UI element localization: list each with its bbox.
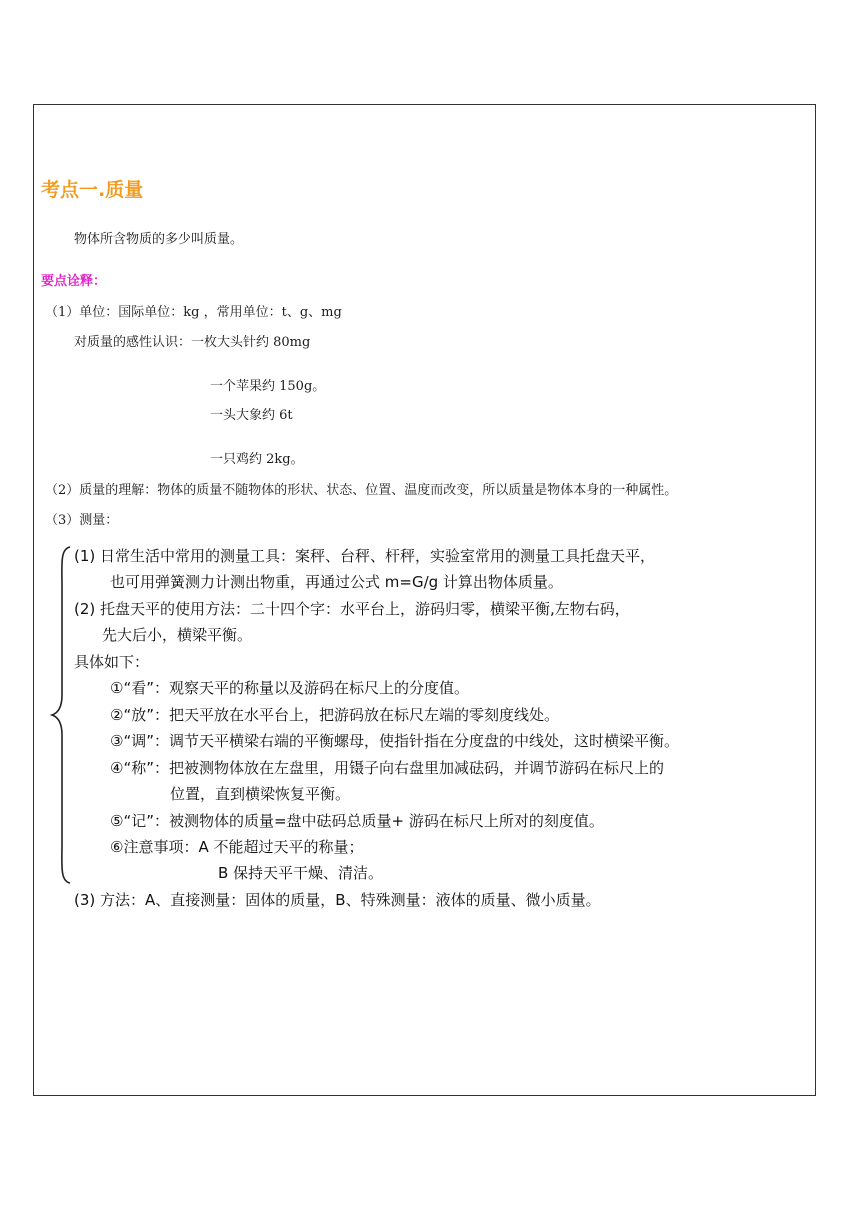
measure-label: （3）测量： xyxy=(45,513,119,528)
definition-text: 物体所含物质的多少叫质量。 xyxy=(74,232,244,247)
step-notes: ⑥注意事项：A 不能超过天平的称量； xyxy=(110,838,364,856)
step-record: ⑤“记”：被测物体的质量=盘中砝码总质量+ 游码在标尺上所对的刻度值。 xyxy=(110,812,604,830)
boxed-line: 也可用弹簧测力计测出物重，再通过公式 m=G/g 计算出物体质量。 xyxy=(110,573,563,591)
section-title: 考点一.质量 xyxy=(41,179,144,201)
step-look: ①“看”：观察天平的称量以及游码在标尺上的分度值。 xyxy=(110,679,469,697)
step-weigh: ④“称”：把被测物体放在左盘里，用镊子向右盘里加减砝码，并调节游码在标尺上的 xyxy=(110,759,664,777)
boxed-line: (1) 日常生活中常用的测量工具：案秤、台秤、杆秤，实验室常用的测量工具托盘天平， xyxy=(74,547,656,565)
boxed-line: (2) 托盘天平的使用方法：二十四个字：水平台上，游码归零，横梁平衡,左物右码， xyxy=(74,600,630,618)
step-weigh-cont: 位置，直到横梁恢复平衡。 xyxy=(170,785,351,803)
boxed-line: 具体如下： xyxy=(74,653,150,671)
perception-intro: 对质量的感性认识：一枚大头针约 80mg xyxy=(74,335,311,350)
key-points-label: 要点诠释： xyxy=(41,274,107,289)
perception-item: 一头大象约 6t xyxy=(210,408,293,423)
perception-item: 一个苹果约 150g。 xyxy=(210,379,326,394)
step-notes-cont: B 保持天平干燥、清洁。 xyxy=(218,864,384,882)
understanding-line: （2）质量的理解：物体的质量不随物体的形状、状态、位置、温度而改变，所以质量是物体本身的一种属性。 xyxy=(45,483,678,498)
unit-line: （1）单位：国际单位：kg ，常用单位：t、g、mg xyxy=(45,305,342,320)
left-brace-icon xyxy=(50,545,74,885)
perception-item: 一只鸡约 2kg。 xyxy=(210,452,304,467)
boxed-line: 先大后小，横梁平衡。 xyxy=(102,626,253,644)
boxed-line: (3) 方法：A、直接测量：固体的质量，B、特殊测量：液体的质量、微小质量。 xyxy=(74,891,601,909)
step-place: ②“放”：把天平放在水平台上，把游码放在标尺左端的零刻度线处。 xyxy=(110,706,559,724)
step-adjust: ③“调”：调节天平横梁右端的平衡螺母，使指针指在分度盘的中线处，这时横梁平衡。 xyxy=(110,732,679,750)
